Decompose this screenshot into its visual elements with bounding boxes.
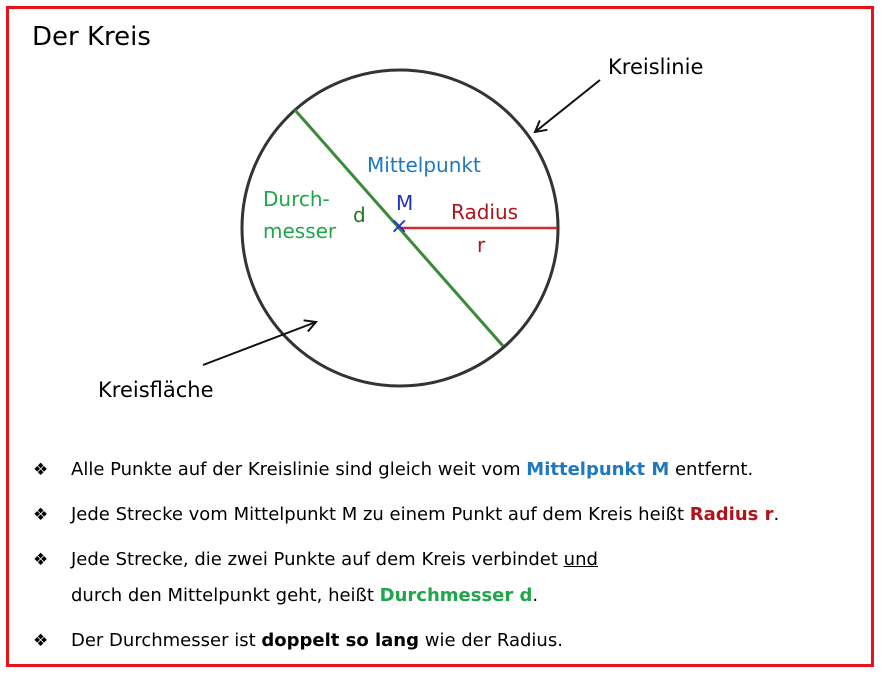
bullet-list [33, 452, 863, 659]
bullet-item: ❖ Alle Punkte auf der Kreislinie sind gleich weit vom Mittelpunkt M entfernt. [33, 452, 863, 488]
diamond-bullet-icon: ❖ [33, 550, 49, 570]
label-mittelpunkt: Mittelpunkt [367, 153, 481, 177]
label-d: d [353, 203, 366, 227]
diamond-bullet-icon: ❖ [33, 505, 49, 525]
bullet-item: ❖ Jede Strecke vom Mittelpunkt M zu einem Punkt auf dem Kreis heißt Radius r. [33, 497, 863, 533]
label-durch: Durch- [263, 187, 330, 211]
label-m: M [396, 191, 414, 215]
bullet-item: ❖ Der Durchmesser ist doppelt so lang wie der Radius. [33, 623, 863, 659]
page-title: Der Kreis [32, 22, 151, 52]
kreislinie-arrow [535, 80, 600, 132]
center-mark-icon: × [390, 214, 409, 239]
label-messer: messer [263, 219, 337, 243]
diamond-bullet-icon: ❖ [33, 631, 49, 651]
bullet-item: ❖ Jede Strecke, die zwei Punkte auf dem Kreis verbindet und durch den Mittelpunkt geht, heißt Durchmesser d. [33, 542, 863, 614]
label-kreisflaeche: Kreisfläche [98, 378, 214, 402]
label-r: r [477, 233, 486, 257]
label-radius: Radius [451, 200, 519, 224]
label-kreislinie: Kreislinie [608, 55, 704, 79]
diamond-bullet-icon: ❖ [33, 460, 49, 480]
kreisflaeche-arrow [203, 322, 316, 365]
